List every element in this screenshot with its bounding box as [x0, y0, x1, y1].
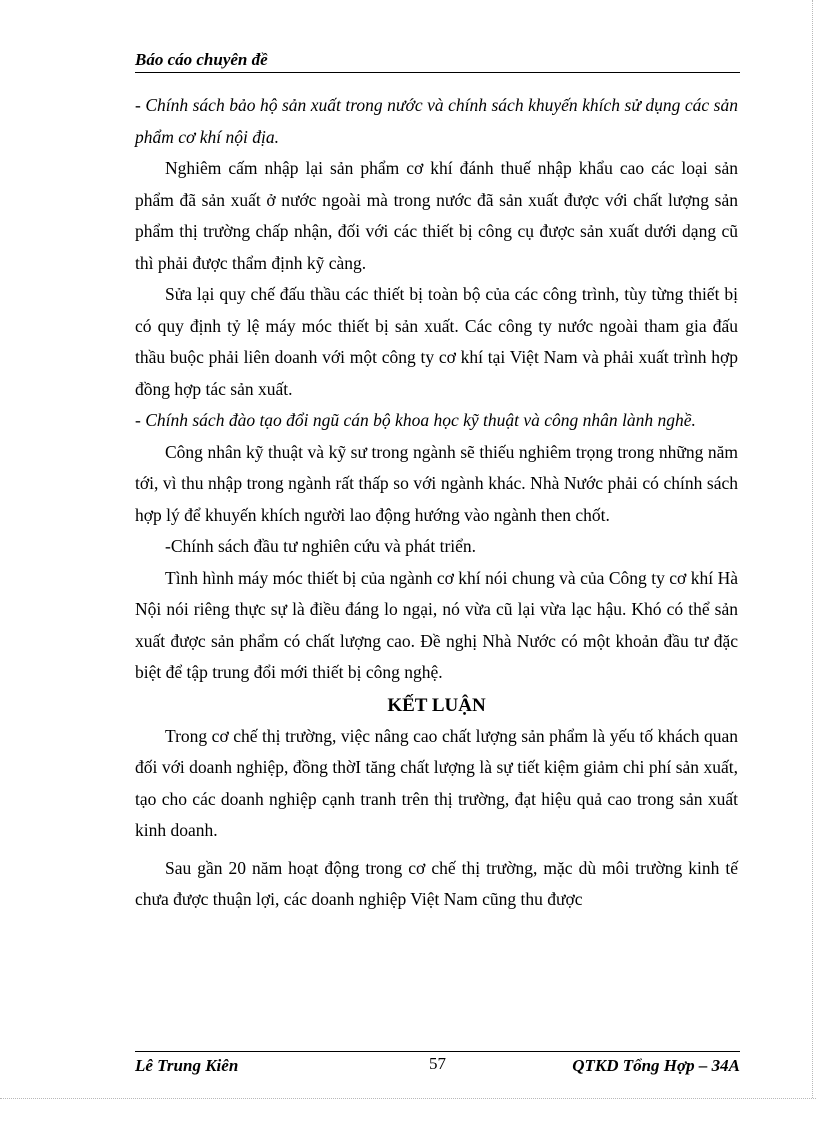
policy-investment-rd: -Chính sách đầu tư nghiên cứu và phát triển.	[165, 536, 477, 556]
header-title: Báo cáo chuyên đề	[135, 50, 268, 69]
conclusion-heading: KẾT LUẬN	[387, 694, 486, 716]
paragraph-workforce: Công nhân kỹ thuật và kỹ sư trong ngành sẽ thiếu nghiêm trọng trong những năm tới, vì thu nhập trong ngành rất thấp so với ngành khác. Nhà Nước phải có chính sách hợp lý để khuyến khích người lao động hướng vào ngành then chốt.	[135, 441, 738, 525]
paragraph-conclusion-2: Sau gần 20 năm hoạt động trong cơ chế thị trường, mặc dù môi trường kinh tế chưa được thuận lợi, các doanh nghiệp Việt Nam cũng thu được	[135, 857, 738, 909]
policy-domestic-protection: - Chính sách bảo hộ sản xuất trong nước và chính sách khuyến khích sử dụng các sản phẩm cơ khí nội địa.	[135, 95, 738, 147]
paragraph-import-ban: Nghiêm cấm nhập lại sản phẩm cơ khí đánh thuế nhập khẩu cao các loại sản phẩm đã sản xuất ở nước ngoài mà trong nước đã sản xuất được với chất lượng sản phẩm thị trường chấp nhận, đối với các thiết bị công cụ được sản xuất dưới dạng cũ thì phải được thẩm định kỹ càng.	[135, 158, 738, 273]
paragraph-conclusion-1: Trong cơ chế thị trường, việc nâng cao chất lượng sản phẩm là yếu tố khách quan đối với doanh nghiệp, đồng thờI tăng chất lượng là sự tiết kiệm giảm chi phí sản xuất, tạo cho các doanh nghiệp cạnh tranh trên thị trường, đạt hiệu quả cao trong sản xuất kinh doanh.	[135, 725, 738, 840]
page-number: 57	[429, 1054, 446, 1073]
page-edge-right	[812, 0, 813, 1098]
policy-training: - Chính sách đào tạo đổi ngũ cán bộ khoa học kỹ thuật và công nhân lành nghề.	[135, 410, 696, 430]
page-footer	[135, 1051, 740, 1078]
page-header	[135, 48, 740, 73]
document-body	[135, 90, 738, 916]
page-edge-bottom	[0, 1098, 816, 1099]
paragraph-equipment: Tình hình máy móc thiết bị của ngành cơ khí nói chung và của Công ty cơ khí Hà Nội nói riêng thực sự là điều đáng lo ngại, nó vừa cũ lại vừa lạc hậu. Khó có thể sản xuất được sản phẩm có chất lượng cao. Đề nghị Nhà Nước có một khoản đầu tư đặc biệt để tập trung đổi mới thiết bị công nghệ.	[135, 567, 738, 682]
paragraph-bidding-rules: Sửa lại quy chế đấu thầu các thiết bị toàn bộ của các công trình, tùy từng thiết bị có quy định tỷ lệ máy móc thiết bị sản xuất. Các công ty nước ngoài tham gia đấu thầu buộc phải liên doanh với một công ty cơ khí tại Việt Nam và phải xuất trình hợp đồng hợp tác sản xuất.	[135, 284, 738, 399]
footer-class: QTKD Tổng Hợp – 34A	[572, 1056, 740, 1075]
footer-author: Lê Trung Kiên	[135, 1056, 239, 1075]
